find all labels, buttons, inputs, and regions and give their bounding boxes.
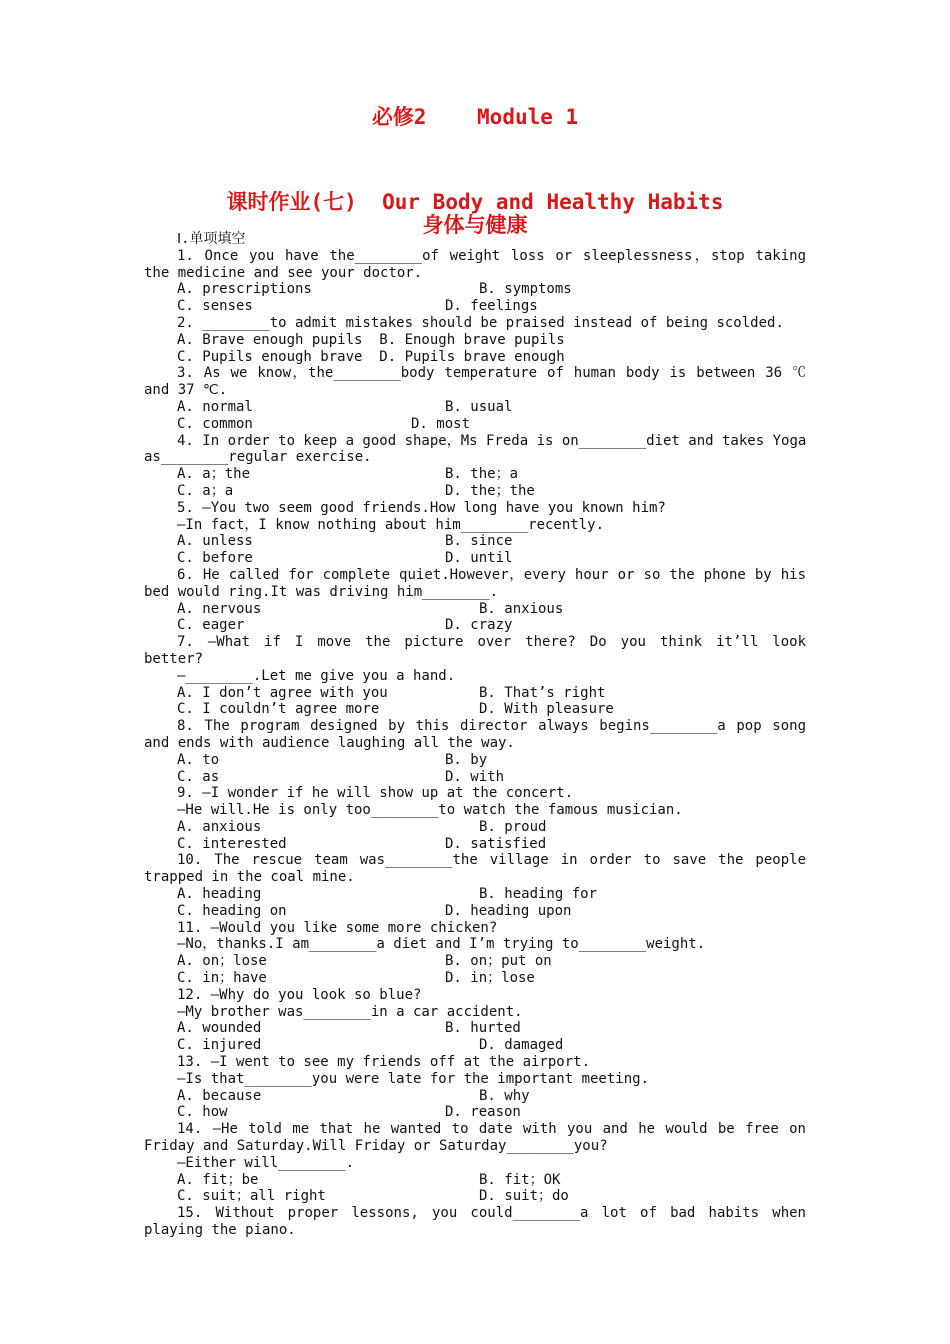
question-line: C. Pupils enough brave D. Pupils brave enough (177, 348, 565, 365)
answer-option: D. the；the (445, 482, 535, 499)
answer-option: A. nervous (177, 600, 262, 617)
options-row (144, 533, 806, 550)
answer-option: B. usual (445, 398, 513, 415)
question-line: 2. ________to admit mistakes should be praised instead of being scolded. (177, 314, 784, 331)
question-line: better? (144, 650, 204, 667)
options-row (144, 483, 806, 500)
answer-option: A. a；the (177, 466, 251, 483)
question-line: —Either will________. (177, 1154, 355, 1171)
answer-option: D. with (445, 768, 505, 785)
options-row (144, 1104, 806, 1121)
answer-option: C. how (177, 1104, 228, 1121)
answer-option: A. anxious (177, 818, 262, 835)
options-row (144, 416, 806, 433)
question-line: 8. The program designed by this director always begins________a pop song (177, 718, 806, 735)
question-line: 6. He called for complete quiet.However，every hour or so the phone by his (177, 566, 806, 583)
question-line: 10. The rescue team was________the village in order to save the people (177, 852, 806, 869)
answer-option: B. heading for (479, 886, 598, 903)
answer-option: C. before (177, 550, 253, 567)
answer-option: A. to (177, 751, 220, 768)
question-line: —Is that________you were late for the important meeting. (177, 1070, 650, 1087)
question-line: 12. —Why do you look so blue? (177, 986, 422, 1003)
question-line: bed would ring.It was driving him________. (144, 583, 499, 600)
question-line: 15. Without proper lessons, you could________a lot of bad habits when (177, 1205, 806, 1222)
options-row (144, 903, 806, 920)
answer-option: A. heading (177, 886, 262, 903)
answer-option: B. symptoms (479, 281, 572, 298)
answer-option: B. why (479, 1087, 530, 1104)
answer-option: C. in；have (177, 970, 267, 987)
options-row (144, 399, 806, 416)
answer-option: A. unless (177, 533, 253, 550)
question-line: 9. —I wonder if he will show up at the concert. (177, 785, 574, 802)
question-line: and 37 ℃. (144, 382, 228, 399)
question-line: playing the piano. (144, 1222, 296, 1239)
question-line: trapped in the coal mine. (144, 869, 355, 886)
answer-option: D. satisfied (445, 835, 547, 852)
answer-option: C. injured (177, 1037, 262, 1054)
answer-option: D. heading upon (445, 902, 572, 919)
answer-option: A. because (177, 1087, 262, 1104)
question-line: 1. Once you have the________of weight loss or sleeplessness，stop taking (177, 247, 806, 264)
answer-option: B. since (445, 533, 513, 550)
answer-option: C. a；a (177, 482, 234, 499)
options-row (144, 685, 806, 702)
answer-option: A. normal (177, 398, 253, 415)
answer-option: B. fit；OK (479, 1171, 561, 1188)
options-row (144, 970, 806, 987)
options-row (144, 617, 806, 634)
answer-option: C. I couldn’t agree more (177, 701, 380, 718)
answer-option: A. I don’t agree with you (177, 684, 388, 701)
question-line: 7. —What if I move the picture over there? Do you think it’ll look (177, 634, 806, 651)
options-row (144, 886, 806, 903)
answer-option: B. by (445, 751, 488, 768)
options-row (144, 1088, 806, 1105)
lesson-subtitle: 身体与健康 (422, 213, 528, 237)
options-row (144, 1037, 806, 1054)
answer-option: D. until (445, 550, 513, 567)
question-line: —In fact，I know nothing about him________recently. (177, 516, 605, 533)
answer-option: A. on；lose (177, 953, 267, 970)
question-line: —He will.He is only too________to watch the famous musician. (177, 802, 683, 819)
question-line: 11. —Would you like some more chicken? (177, 919, 498, 936)
answer-option: D. suit；do (479, 1188, 569, 1205)
answer-option: C. common (177, 415, 253, 432)
options-row (144, 1172, 806, 1189)
answer-option: D. in；lose (445, 970, 535, 987)
answer-option: B. the；a (445, 466, 519, 483)
options-row (144, 752, 806, 769)
options-row (144, 701, 806, 718)
options-row (144, 836, 806, 853)
question-line: 5. —You two seem good friends.How long have you known him? (177, 499, 666, 516)
question-line: —My brother was________in a car accident. (177, 1003, 523, 1020)
answer-option: D. crazy (445, 617, 513, 634)
options-row (144, 466, 806, 483)
answer-option: D. most (411, 415, 471, 432)
question-line: —No，thanks.I am________a diet and I’m trying to________weight. (177, 936, 706, 953)
answer-option: B. That’s right (479, 684, 606, 701)
answer-option: A. fit；be (177, 1171, 259, 1188)
question-line: Friday and Saturday.Will Friday or Saturday________you? (144, 1138, 608, 1155)
page-title: 必修2 Module 1 (371, 105, 579, 129)
question-line: and ends with audience laughing all the way. (144, 734, 515, 751)
question-line: —________.Let me give you a hand. (177, 667, 456, 684)
answer-option: D. feelings (445, 298, 538, 315)
options-row (144, 550, 806, 567)
options-row (144, 1188, 806, 1205)
answer-option: B. anxious (479, 600, 564, 617)
question-line: 3. As we know，the________body temperature of human body is between 36 ℃ (177, 365, 806, 382)
answer-option: D. reason (445, 1104, 521, 1121)
lesson-title: 课时作业(七) Our Body and Healthy Habits (226, 190, 724, 214)
section-heading: Ⅰ.单项填空 (177, 231, 246, 247)
question-line: 4. In order to keep a good shape，Ms Freda is on________diet and takes Yoga (177, 432, 807, 449)
answer-option: C. heading on (177, 902, 287, 919)
answer-option: D. damaged (479, 1037, 564, 1054)
options-row (144, 281, 806, 298)
question-line: as________regular exercise. (144, 449, 372, 466)
options-row (144, 601, 806, 618)
answer-option: D. With pleasure (479, 701, 614, 718)
question-line: the medicine and see your doctor. (144, 264, 423, 281)
answer-option: A. prescriptions (177, 281, 312, 298)
answer-option: B. on；put on (445, 953, 552, 970)
exercise-body (144, 231, 806, 1239)
answer-option: C. eager (177, 617, 245, 634)
answer-option: C. senses (177, 298, 253, 315)
options-row (144, 819, 806, 836)
answer-option: C. interested (177, 835, 287, 852)
options-row (144, 769, 806, 786)
answer-option: B. proud (479, 818, 547, 835)
options-row (144, 1020, 806, 1037)
question-line: 14. —He told me that he wanted to date with you and he would be free on (177, 1121, 806, 1138)
question-line: 13. —I went to see my friends off at the airport. (177, 1054, 591, 1071)
options-row (144, 953, 806, 970)
answer-option: A. wounded (177, 1020, 262, 1037)
answer-option: C. suit；all right (177, 1188, 326, 1205)
answer-option: C. as (177, 768, 220, 785)
question-line: A. Brave enough pupils B. Enough brave pupils (177, 331, 565, 348)
answer-option: B. hurted (445, 1020, 521, 1037)
options-row (144, 298, 806, 315)
